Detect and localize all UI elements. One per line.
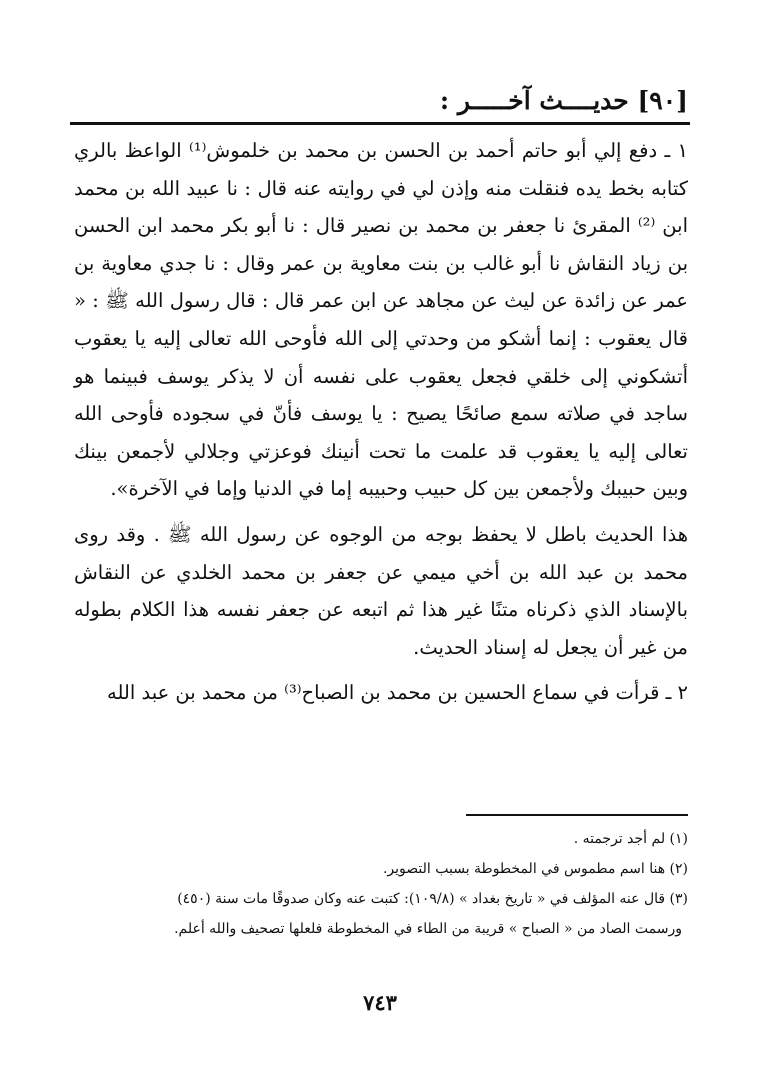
- footnotes: [74, 824, 688, 944]
- footnote-3-continuation: ورسمت الصاد من « الصباح » قريبة من الطاء في المخطوطة فلعلها تصحيف والله أعلم.: [174, 921, 682, 937]
- hadith-paragraph-1: ١ ـ دفع إلي أبو حاتم أحمد بن الحسن بن محمد بن خلموش⁽¹⁾ الواعظ بالري كتابه بخط يده فنقلت منه وإذن لي في روايته عنه قال : نا عبيد الله بن محمد ابن ⁽²⁾ المقرئ نا جعفر بن محمد بن نصير قال : نا أبو بكر محمد ابن الحسن بن زياد النقاش نا أبو غالب بن بنت معاوية بن عمر وقال : نا جدي معاوية بن عمر عن زائدة عن ليث عن مجاهد عن ابن عمر قال : قال رسول الله ﷺ : « قال يعقوب : إنما أشكو من وحدتي إلى الله فأوحى الله تعالى إليه يا يعقوب أتشكوني إلى خلقي فجعل يعقوب على نفسه أن لا يذكر يوسف فبينما هو ساجد في صلاته سمع صائحًا يصيح : يا يوسف فأنّ في سجوده فأوحى الله تعالى إليه يا يعقوب قد علمت ما تحت أنينك فوعزتي وجلالي لأجمعن بينك وبين حبيبك ولأجمعن بين كل حبيب وحبيبه إما في الدنيا وإما في الآخرة».: [74, 139, 689, 501]
- footnote-1: (١) لم أجد ترجمته .: [573, 831, 688, 847]
- footnote-separator: [466, 814, 688, 816]
- page-number: ٧٤٣: [363, 990, 397, 1015]
- footnote-2: (٢) هنا اسم مطموس في المخطوطة بسبب التصوير.: [382, 861, 688, 877]
- footnote-3: (٣) قال عنه المؤلف في « تاريخ بغداد » (١٠٩/٨): كتبت عنه وكان صدوقًا مات سنة (٤٥٠): [177, 891, 688, 907]
- section-heading: [٩٠] حديــــث آخـــــر :: [439, 86, 688, 115]
- commentary-paragraph: هذا الحديث باطل لا يحفظ بوجه من الوجوه عن رسول الله ﷺ . وقد روى محمد بن عبد الله بن أخي ميمي عن جعفر بن محمد الخلدي عن النقاش بالإسناد الذي ذكرناه متنًا غير هذا ثم اتبعه عن جعفر نفسه هذا الكلام بطوله من غير أن يجعل له إسناد الحديث.: [74, 522, 688, 659]
- hadith-paragraph-2: ٢ ـ قرأت في سماع الحسين بن محمد بن الصباح⁽³⁾ من محمد بن عبد الله: [107, 681, 688, 705]
- heading-underline: [70, 122, 690, 125]
- main-text: [74, 132, 688, 720]
